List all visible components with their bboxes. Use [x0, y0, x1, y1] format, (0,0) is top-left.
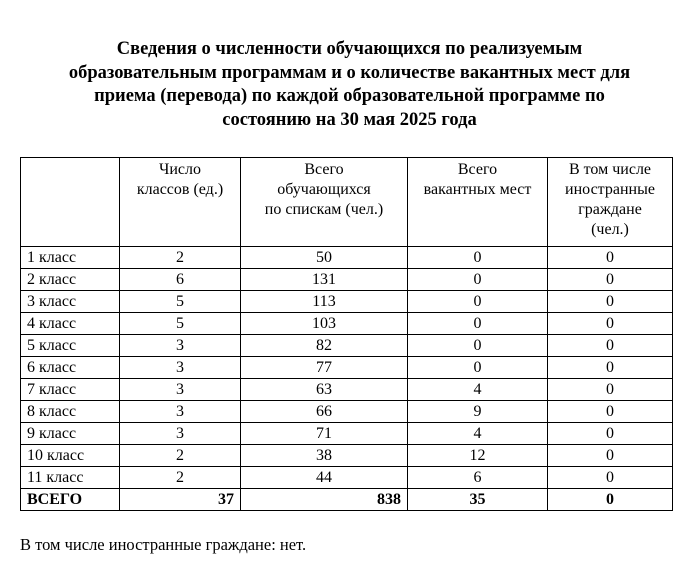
students-count-cell: 50: [241, 247, 408, 269]
title-line: приема (перевода) по каждой образовательной программе по: [94, 86, 605, 106]
foreign-citizens-cell: 0: [548, 445, 673, 467]
students-count-cell: 63: [241, 379, 408, 401]
title-line: Сведения о численности обучающихся по реализуемым: [116, 39, 583, 59]
header-line: вакантных мест: [423, 181, 532, 198]
header-line: по спискам (чел.): [264, 201, 384, 218]
students-count-cell: 77: [241, 357, 408, 379]
document-title: [0, 38, 699, 132]
footnote: В том числе иностранные граждане: нет.: [20, 535, 307, 554]
students-count-cell: 38: [241, 445, 408, 467]
row-label: 5 класс: [21, 335, 120, 357]
row-label: 4 класс: [21, 313, 120, 335]
header-classes-count: [120, 158, 241, 247]
table-row: [21, 247, 673, 269]
row-label: 2 класс: [21, 269, 120, 291]
header-foreign-citizens: [548, 158, 673, 247]
foreign-citizens-cell: 0: [548, 291, 673, 313]
row-label: 10 класс: [21, 445, 120, 467]
header-line: Всего: [457, 161, 498, 178]
classes-count-cell: 3: [120, 401, 241, 423]
row-label: 1 класс: [21, 247, 120, 269]
row-label: 7 класс: [21, 379, 120, 401]
row-label: 11 класс: [21, 467, 120, 489]
table-header-row: [21, 158, 673, 247]
classes-count-cell: 3: [120, 423, 241, 445]
header-line: (чел.): [591, 221, 629, 238]
foreign-citizens-cell: 0: [548, 379, 673, 401]
foreign-citizens-cell: 0: [548, 269, 673, 291]
header-total-students: [241, 158, 408, 247]
vacant-places-cell: 12: [408, 445, 548, 467]
total-label: ВСЕГО: [21, 489, 120, 511]
foreign-citizens-cell: 0: [548, 247, 673, 269]
vacant-places-cell: 0: [408, 291, 548, 313]
header-line: Всего: [304, 161, 344, 178]
title-line: состоянию на 30 мая 2025 года: [222, 109, 477, 130]
table-row: [21, 335, 673, 357]
foreign-citizens-cell: 0: [548, 467, 673, 489]
table-row: [21, 423, 673, 445]
table-total-row: [21, 489, 673, 511]
header-line: Число: [158, 161, 202, 178]
classes-count-cell: 5: [120, 291, 241, 313]
vacant-places-cell: 6: [408, 467, 548, 489]
students-count-cell: 82: [241, 335, 408, 357]
total-students-count: 838: [241, 489, 408, 511]
header-line: классов (ед.): [136, 181, 224, 198]
table-row: [21, 313, 673, 335]
enrollment-table: [20, 157, 673, 511]
foreign-citizens-cell: 0: [548, 401, 673, 423]
foreign-citizens-cell: 0: [548, 313, 673, 335]
row-label: 8 класс: [21, 401, 120, 423]
foreign-citizens-cell: 0: [548, 423, 673, 445]
header-empty-cell: [21, 158, 120, 247]
vacant-places-cell: 0: [408, 357, 548, 379]
table-row: [21, 357, 673, 379]
table-row: [21, 401, 673, 423]
row-label: 6 класс: [21, 357, 120, 379]
vacant-places-cell: 0: [408, 247, 548, 269]
classes-count-cell: 2: [120, 445, 241, 467]
header-vacant-places: [408, 158, 548, 247]
students-count-cell: 113: [241, 291, 408, 313]
students-count-cell: 66: [241, 401, 408, 423]
classes-count-cell: 3: [120, 379, 241, 401]
students-count-cell: 44: [241, 467, 408, 489]
vacant-places-cell: 0: [408, 335, 548, 357]
total-foreign-citizens: 0: [548, 489, 673, 511]
classes-count-cell: 2: [120, 247, 241, 269]
students-count-cell: 103: [241, 313, 408, 335]
total-vacant-places: 35: [408, 489, 548, 511]
students-count-cell: 71: [241, 423, 408, 445]
vacant-places-cell: 0: [408, 269, 548, 291]
table-row: [21, 445, 673, 467]
foreign-citizens-cell: 0: [548, 357, 673, 379]
vacant-places-cell: 0: [408, 313, 548, 335]
vacant-places-cell: 4: [408, 423, 548, 445]
title-line: образовательным программам и о количестве вакантных мест для: [68, 62, 631, 83]
table-row: [21, 379, 673, 401]
foreign-citizens-cell: 0: [548, 335, 673, 357]
classes-count-cell: 3: [120, 335, 241, 357]
total-classes-count: 37: [120, 489, 241, 511]
classes-count-cell: 2: [120, 467, 241, 489]
header-line: иностранные: [565, 181, 655, 198]
vacant-places-cell: 9: [408, 401, 548, 423]
table-row: [21, 467, 673, 489]
row-label: 3 класс: [21, 291, 120, 313]
header-line: обучающихся: [277, 181, 371, 198]
vacant-places-cell: 4: [408, 379, 548, 401]
table-row: [21, 291, 673, 313]
header-line: В том числе: [568, 161, 652, 178]
header-line: граждане: [578, 201, 642, 218]
classes-count-cell: 3: [120, 357, 241, 379]
table-row: [21, 269, 673, 291]
classes-count-cell: 6: [120, 269, 241, 291]
classes-count-cell: 5: [120, 313, 241, 335]
students-count-cell: 131: [241, 269, 408, 291]
row-label: 9 класс: [21, 423, 120, 445]
